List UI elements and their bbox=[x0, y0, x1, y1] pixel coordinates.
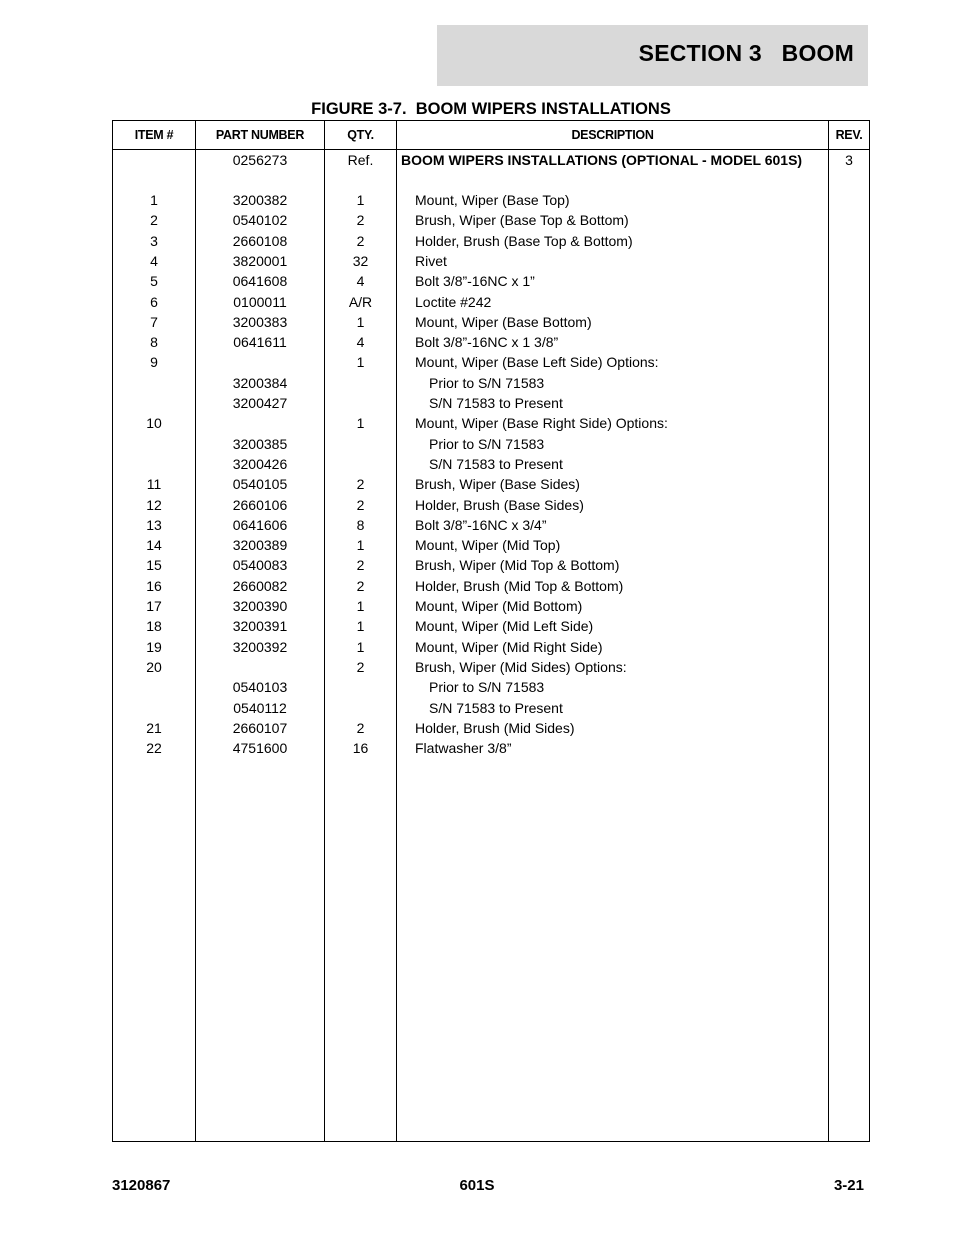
quantity: 1 bbox=[356, 598, 365, 614]
table-row bbox=[113, 698, 869, 718]
item-number: 2 bbox=[150, 212, 158, 229]
table-row bbox=[113, 393, 869, 413]
table-row bbox=[113, 210, 869, 230]
description: S/N 71583 to Present bbox=[429, 699, 563, 716]
item-number: 22 bbox=[146, 740, 162, 757]
quantity: 2 bbox=[356, 232, 365, 249]
table-row bbox=[113, 413, 869, 433]
table-row bbox=[113, 515, 869, 535]
parts-list-table bbox=[112, 120, 870, 1142]
item-number: 10 bbox=[146, 415, 162, 432]
table-row bbox=[113, 271, 869, 291]
table-row bbox=[113, 738, 869, 758]
part-number: 0540112 bbox=[233, 699, 287, 716]
table-row bbox=[113, 251, 869, 271]
quantity: 4 bbox=[356, 334, 365, 351]
item-number: 20 bbox=[146, 658, 162, 675]
description: Flatwasher 3/8” bbox=[415, 740, 512, 757]
table-row bbox=[113, 637, 869, 657]
item-number: 15 bbox=[146, 557, 162, 574]
description: Brush, Wiper (Mid Sides) Options: bbox=[415, 658, 627, 675]
part-number: 3200391 bbox=[232, 618, 288, 635]
item-number: 3 bbox=[150, 232, 158, 249]
description: Mount, Wiper (Base Top) bbox=[415, 192, 570, 208]
table-row bbox=[113, 190, 869, 210]
quantity: 2 bbox=[356, 577, 365, 594]
table-row bbox=[113, 454, 869, 474]
header-qty: QTY. bbox=[347, 128, 374, 142]
part-number: 3200384 bbox=[232, 374, 288, 391]
description: S/N 71583 to Present bbox=[429, 395, 563, 411]
table-row bbox=[113, 292, 869, 312]
part-number: 3200385 bbox=[232, 435, 288, 452]
part-number: 3200390 bbox=[232, 598, 288, 614]
quantity: 1 bbox=[356, 618, 365, 635]
quantity: 1 bbox=[356, 354, 365, 371]
table-row bbox=[113, 150, 869, 170]
table-row bbox=[113, 332, 869, 352]
header-part-number: PART NUMBER bbox=[215, 128, 305, 142]
item-number: 16 bbox=[146, 577, 162, 594]
description: Mount, Wiper (Mid Bottom) bbox=[415, 598, 583, 614]
table-row bbox=[113, 677, 869, 697]
table-row bbox=[113, 495, 869, 515]
description: Mount, Wiper (Mid Left Side) bbox=[415, 618, 594, 635]
description: Mount, Wiper (Mid Top) bbox=[415, 537, 561, 554]
item-number: 1 bbox=[150, 192, 158, 208]
quantity: 1 bbox=[356, 192, 365, 208]
description: Holder, Brush (Base Top & Bottom) bbox=[415, 232, 633, 249]
quantity: 2 bbox=[356, 719, 365, 736]
section-title: SECTION 3 BOOM bbox=[638, 40, 854, 66]
table-row bbox=[113, 596, 869, 616]
part-number: 2660082 bbox=[232, 577, 288, 594]
part-number: 3200382 bbox=[232, 192, 288, 208]
description: Holder, Brush (Mid Sides) bbox=[415, 719, 575, 736]
table-row bbox=[113, 657, 869, 677]
part-number: 0540083 bbox=[232, 557, 288, 574]
part-number: 0641611 bbox=[233, 334, 287, 351]
item-number: 18 bbox=[146, 618, 162, 635]
footer-publication-number: 3120867 bbox=[112, 1177, 171, 1194]
description: Rivet bbox=[415, 252, 447, 269]
section-header-band bbox=[437, 25, 868, 86]
quantity: 8 bbox=[356, 516, 365, 533]
description: S/N 71583 to Present bbox=[429, 455, 563, 472]
part-number: 4751600 bbox=[232, 740, 288, 757]
description: Mount, Wiper (Base Right Side) Options: bbox=[415, 415, 668, 432]
quantity: 32 bbox=[352, 252, 369, 269]
figure-title: FIGURE 3-7. BOOM WIPERS INSTALLATIONS bbox=[311, 100, 671, 118]
quantity: 1 bbox=[356, 313, 365, 330]
table-row bbox=[113, 434, 869, 454]
description: Bolt 3/8”-16NC x 1 3/8” bbox=[415, 334, 559, 351]
table-row bbox=[113, 535, 869, 555]
part-number: 3820001 bbox=[232, 252, 288, 269]
header-item: ITEM # bbox=[134, 128, 174, 142]
part-number: 2660106 bbox=[232, 496, 288, 513]
description: Holder, Brush (Base Sides) bbox=[415, 496, 584, 513]
part-number: 0256273 bbox=[232, 152, 288, 168]
table-row bbox=[113, 576, 869, 596]
quantity: Ref. bbox=[347, 152, 374, 168]
description: Mount, Wiper (Base Bottom) bbox=[415, 313, 592, 330]
description: Holder, Brush (Mid Top & Bottom) bbox=[415, 577, 624, 594]
description: Mount, Wiper (Base Left Side) Options: bbox=[415, 354, 659, 371]
quantity: 4 bbox=[356, 273, 365, 290]
part-number: 0540103 bbox=[232, 679, 288, 696]
quantity: 2 bbox=[356, 476, 365, 493]
quantity: 1 bbox=[356, 638, 365, 655]
quantity: A/R bbox=[348, 293, 373, 310]
item-number: 21 bbox=[146, 719, 162, 736]
table-row bbox=[113, 352, 869, 372]
part-number: 3200426 bbox=[232, 455, 288, 472]
item-number: 14 bbox=[146, 537, 162, 554]
quantity: 1 bbox=[356, 415, 365, 432]
description: Prior to S/N 71583 bbox=[429, 435, 545, 452]
table-row bbox=[113, 373, 869, 393]
part-number: 3200389 bbox=[232, 537, 288, 554]
revision: 3 bbox=[845, 152, 853, 168]
header-description: DESCRIPTION bbox=[571, 128, 654, 142]
part-number: 0540102 bbox=[232, 212, 288, 229]
description: Prior to S/N 71583 bbox=[429, 374, 545, 391]
quantity: 16 bbox=[352, 740, 369, 757]
item-number: 19 bbox=[146, 638, 162, 655]
description: Brush, Wiper (Mid Top & Bottom) bbox=[415, 557, 620, 574]
part-number: 3200392 bbox=[232, 638, 288, 655]
table-row bbox=[113, 555, 869, 575]
item-number: 13 bbox=[146, 516, 162, 533]
description: Mount, Wiper (Mid Right Side) bbox=[415, 638, 603, 655]
description: Bolt 3/8”-16NC x 3/4” bbox=[415, 516, 547, 533]
table-header-row bbox=[113, 121, 869, 150]
header-rev: REV. bbox=[835, 128, 863, 142]
part-number: 3200383 bbox=[232, 313, 288, 330]
table-row bbox=[113, 312, 869, 332]
description: Loctite #242 bbox=[415, 293, 492, 310]
part-number: 0540105 bbox=[232, 476, 288, 493]
item-number: 17 bbox=[146, 598, 162, 614]
quantity: 2 bbox=[356, 658, 365, 675]
item-number: 6 bbox=[150, 293, 158, 310]
quantity: 1 bbox=[356, 537, 365, 554]
description: Bolt 3/8”-16NC x 1” bbox=[415, 273, 535, 290]
item-number: 4 bbox=[150, 252, 158, 269]
item-number: 9 bbox=[150, 354, 158, 371]
description: Brush, Wiper (Base Top & Bottom) bbox=[415, 212, 629, 229]
part-number: 0641606 bbox=[232, 516, 288, 533]
part-number: 0100011 bbox=[233, 293, 287, 310]
quantity: 2 bbox=[356, 496, 365, 513]
item-number: 7 bbox=[150, 313, 158, 330]
description: BOOM WIPERS INSTALLATIONS (OPTIONAL - MODEL 601S) bbox=[401, 152, 803, 168]
part-number: 0641608 bbox=[232, 273, 288, 290]
table-row bbox=[113, 231, 869, 251]
part-number: 2660107 bbox=[232, 719, 288, 736]
description: Prior to S/N 71583 bbox=[429, 679, 545, 696]
quantity: 2 bbox=[356, 212, 365, 229]
table-row bbox=[113, 718, 869, 738]
table-row bbox=[113, 616, 869, 636]
item-number: 12 bbox=[146, 496, 162, 513]
footer-model: 601S bbox=[459, 1177, 495, 1194]
part-number: 3200427 bbox=[232, 395, 288, 411]
part-number: 2660108 bbox=[232, 232, 288, 249]
quantity: 2 bbox=[356, 557, 365, 574]
table-row bbox=[113, 474, 869, 494]
footer-page-number: 3-21 bbox=[833, 1177, 864, 1194]
item-number: 11 bbox=[146, 476, 162, 493]
description: Brush, Wiper (Base Sides) bbox=[415, 476, 580, 493]
item-number: 8 bbox=[150, 334, 158, 351]
item-number: 5 bbox=[150, 273, 158, 290]
